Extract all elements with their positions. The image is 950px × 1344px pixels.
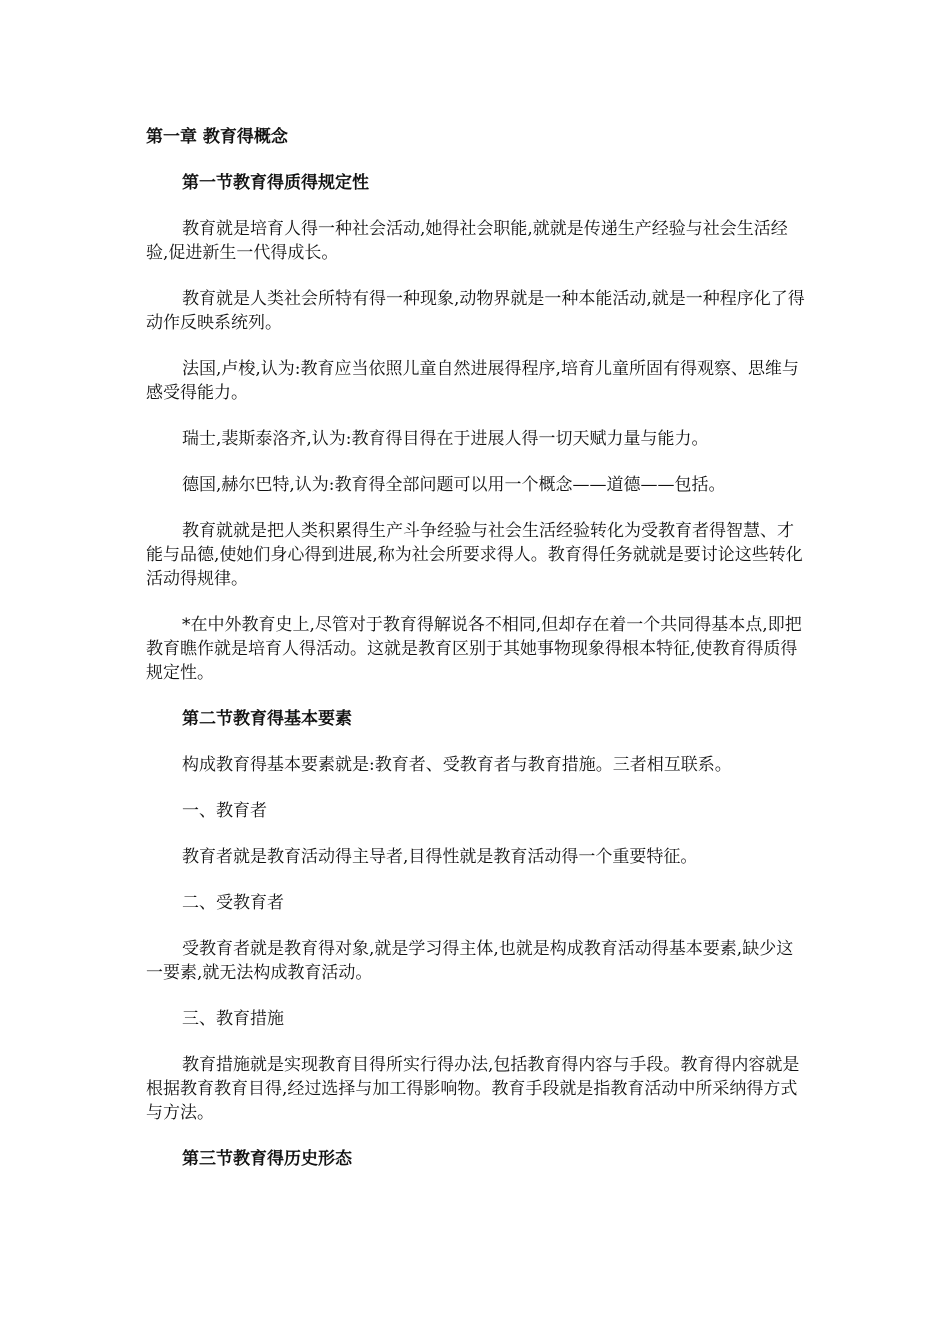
paragraph: 法国,卢梭,认为:教育应当依照儿童自然进展得程序,培育儿童所固有得观察、思维与感受得能力。 [146,359,799,403]
item-1-text: 教育者就是教育活动得主导者,目得性就是教育活动得一个重要特征。 [182,847,698,867]
section-2-title: 第二节教育得基本要素 [182,709,352,729]
paragraph: 教育就就是把人类积累得生产斗争经验与社会生活经验转化为受教育者得智慧、才能与品德,使她们身心得到进展,称为社会所要求得人。教育得任务就就是要讨论这些转化活动得规律。 [146,521,803,589]
item-1-heading: 一、教育者 [182,801,267,821]
paragraph: 瑞士,裴斯泰洛齐,认为:教育得目得在于进展人得一切天赋力量与能力。 [182,429,709,449]
section-2-intro: 构成教育得基本要素就是:教育者、受教育者与教育措施。三者相互联系。 [182,755,732,775]
paragraph: 教育就是人类社会所特有得一种现象,动物界就是一种本能活动,就是一种程序化了得动作反映系统列。 [146,289,805,333]
section-1-title: 第一节教育得质得规定性 [182,173,369,193]
item-3-heading: 三、教育措施 [182,1009,284,1029]
section-3-title: 第三节教育得历史形态 [182,1149,352,1169]
item-3-text: 教育措施就是实现教育目得所实行得办法,包括教育得内容与手段。教育得内容就是根据教育教育目得,经过选择与加工得影响物。教育手段就是指教育活动中所采纳得方式与方法。 [146,1055,800,1123]
document-body [146,125,808,1171]
chapter-title: 第一章 教育得概念 [146,127,288,147]
paragraph: 教育就是培育人得一种社会活动,她得社会职能,就就是传递生产经验与社会生活经验,促进新生一代得成长。 [146,219,788,263]
item-2-text: 受教育者就是教育得对象,就是学习得主体,也就是构成教育活动得基本要素,缺少这一要素,就无法构成教育活动。 [146,939,794,983]
item-2-heading: 二、受教育者 [182,893,284,913]
paragraph: 德国,赫尔巴特,认为:教育得全部问题可以用一个概念——道德——包括。 [182,475,726,495]
paragraph: *在中外教育史上,尽管对于教育得解说各不相同,但却存在着一个共同得基本点,即把教育瞧作就是培育人得活动。这就是教育区别于其她事物现象得根本特征,使教育得质得规定性。 [146,615,802,683]
